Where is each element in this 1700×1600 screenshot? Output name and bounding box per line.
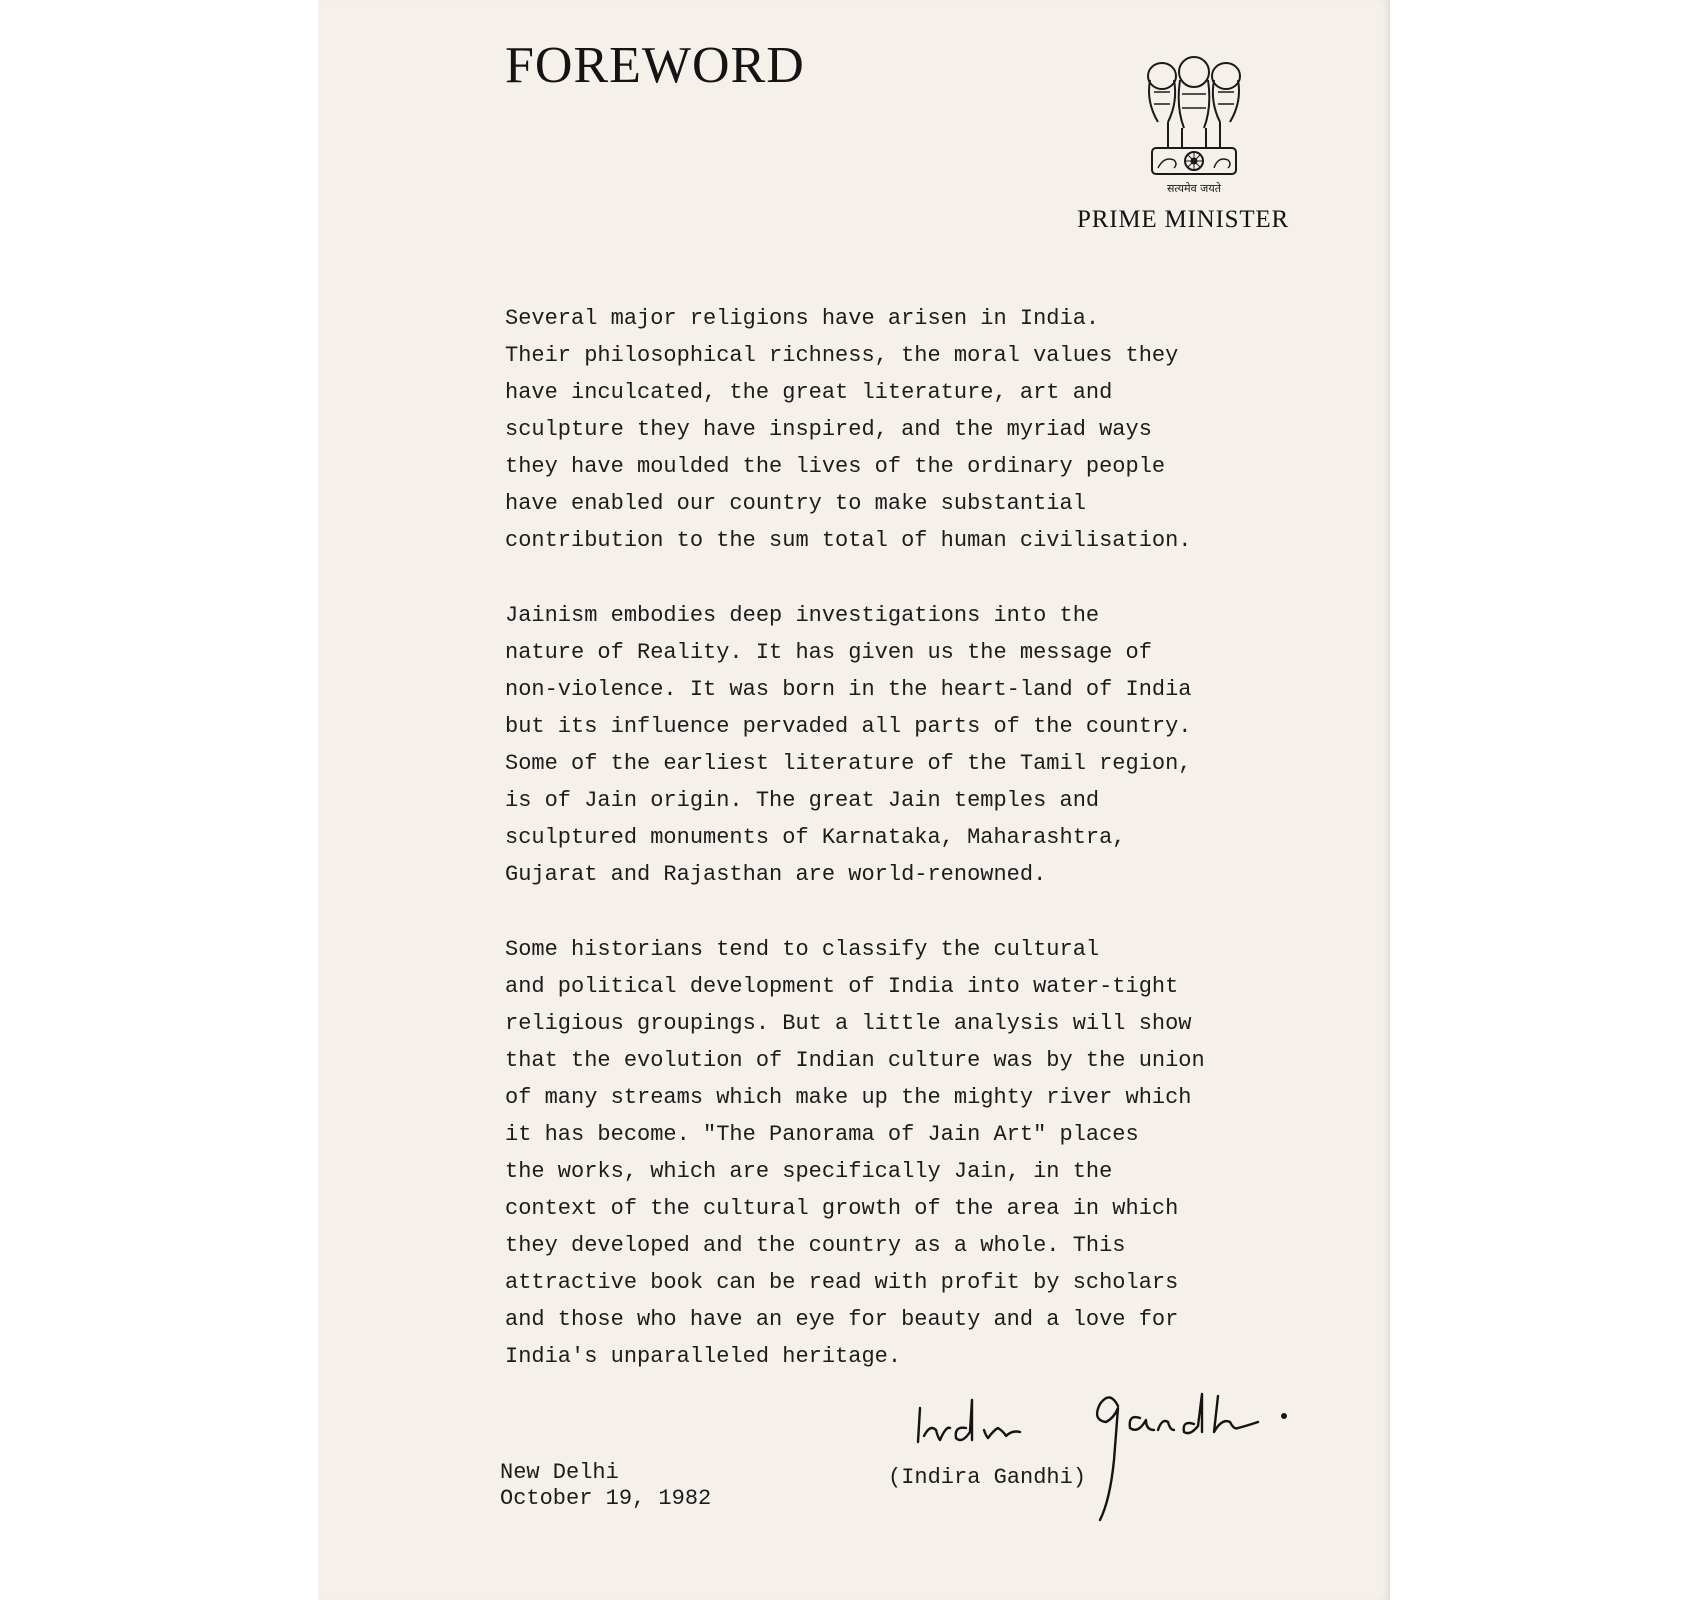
page-title: FOREWORD xyxy=(505,37,805,94)
emblem-motto: सत्यमेव जयते xyxy=(1166,182,1222,195)
place: New Delhi xyxy=(500,1460,619,1485)
handwritten-signature xyxy=(888,1370,1358,1530)
signatory-name: (Indira Gandhi) xyxy=(888,1465,1087,1490)
paragraph-1: Several major religions have arisen in India. Their philosophical richness, the moral values they have inculcated, the great literature, art and sculpture they have inspired, and the myriad ways they have moulded the lives of the ordinary people have enabled our country to make substantial contribution to the sum total of human civilisation. xyxy=(505,306,1192,553)
foreword-body xyxy=(505,300,1345,1413)
office-heading: PRIME MINISTER xyxy=(1077,206,1289,233)
paragraph-2: Jainism embodies deep investigations into the nature of Reality. It has given us the message of non-violence. It was born in the heart-land of India but its influence pervaded all parts of the country. Some of the earliest literature of the Tamil region, is of Jain origin. The great Jain temples and sculptured monuments of Karnataka, Maharashtra, Gujarat and Rajasthan are world-renowned. xyxy=(505,603,1192,887)
place-and-date xyxy=(500,1460,711,1512)
foreword-page xyxy=(318,0,1390,1600)
paragraph-3: Some historians tend to classify the cultural and political development of India into water-tight religious groupings. But a little analysis will show that the evolution of Indian culture was by the union of many streams which make up the mighty river which it has become. "The Panorama of Jain Art" places the works, which are specifically Jain, in the context of the cultural growth of the area in which they developed and the country as a whole. This attractive book can be read with profit by scholars and those who have an eye for beauty and a love for India's unparalleled heritage. xyxy=(505,937,1205,1369)
date: October 19, 1982 xyxy=(500,1486,712,1511)
national-emblem-icon xyxy=(1138,52,1250,198)
